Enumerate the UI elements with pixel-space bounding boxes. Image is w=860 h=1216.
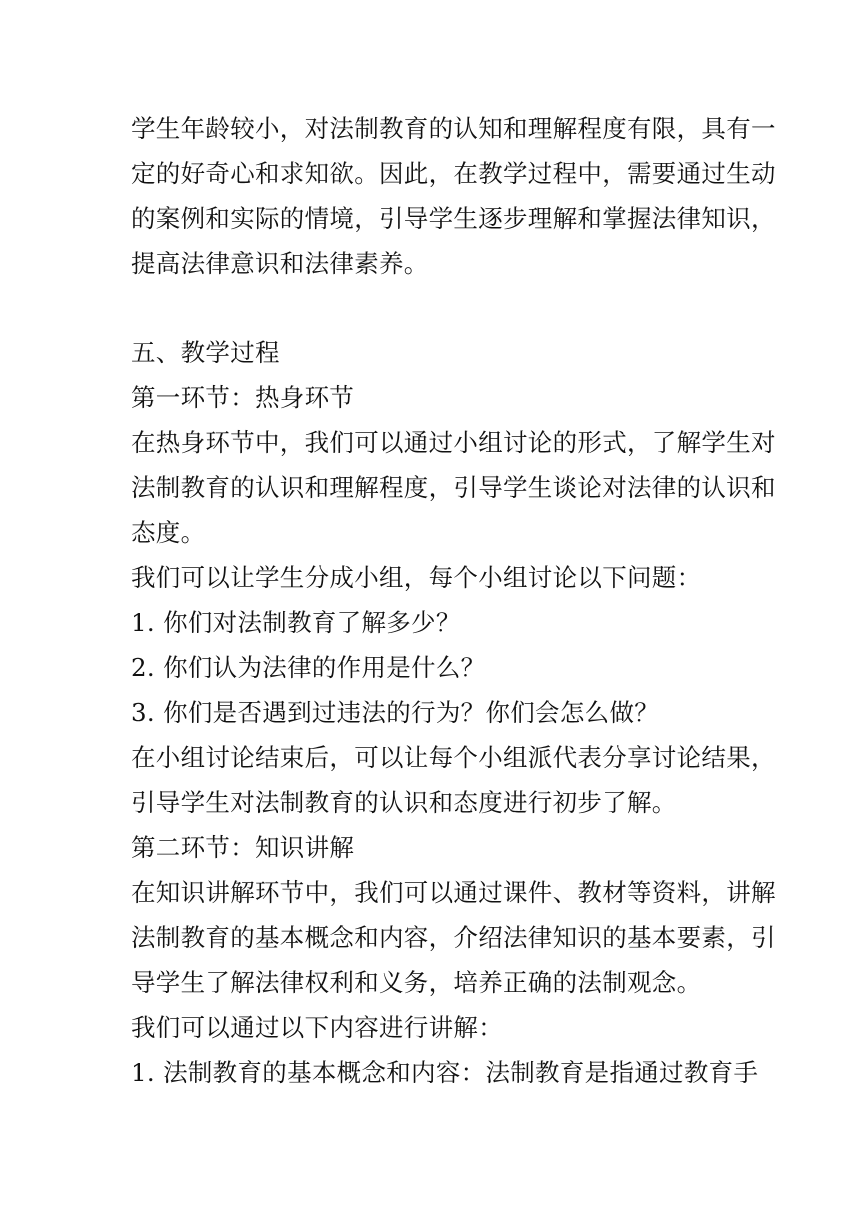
text-line: 法制教育的认识和理解程度，引导学生谈论对法律的认识和 xyxy=(131,473,776,502)
text-line: 在热身环节中，我们可以通过小组讨论的形式，了解学生对 xyxy=(131,428,776,457)
list-item: 1. 法制教育的基本概念和内容：法制教育是指通过教育手 xyxy=(131,1058,759,1087)
step2-title: 第二环节：知识讲解 xyxy=(131,833,355,862)
section-heading: 五、教学过程 xyxy=(131,338,280,367)
text-line: 引导学生对法制教育的认识和态度进行初步了解。 xyxy=(131,788,677,817)
text-line: 法制教育的基本概念和内容，介绍法律知识的基本要素，引 xyxy=(131,923,776,952)
main-content xyxy=(131,330,776,1095)
text-line: 在小组讨论结束后，可以让每个小组派代表分享讨论结果， xyxy=(131,743,776,772)
list-item: 2. 你们认为法律的作用是什么？ xyxy=(131,653,486,682)
text-line: 态度。 xyxy=(131,518,206,547)
step1-prompt: 我们可以让学生分成小组，每个小组讨论以下问题： xyxy=(131,563,702,592)
list-item: 3. 你们是否遇到过违法的行为？你们会怎么做？ xyxy=(131,698,660,727)
text-line: 定的好奇心和求知欲。因此，在教学过程中，需要通过生动 xyxy=(131,159,776,188)
list-item: 1. 你们对法制教育了解多少？ xyxy=(131,608,461,637)
step1-title: 第一环节：热身环节 xyxy=(131,383,355,412)
intro-paragraph xyxy=(131,106,776,286)
text-line: 的案例和实际的情境，引导学生逐步理解和掌握法律知识， xyxy=(131,204,776,233)
text-line: 提高法律意识和法律素养。 xyxy=(131,249,429,278)
text-line: 学生年龄较小，对法制教育的认知和理解程度有限，具有一 xyxy=(131,114,776,143)
text-line: 在知识讲解环节中，我们可以通过课件、教材等资料，讲解 xyxy=(131,878,776,907)
step2-prompt: 我们可以通过以下内容进行讲解： xyxy=(131,1013,503,1042)
text-line: 导学生了解法律权利和义务，培养正确的法制观念。 xyxy=(131,968,702,997)
